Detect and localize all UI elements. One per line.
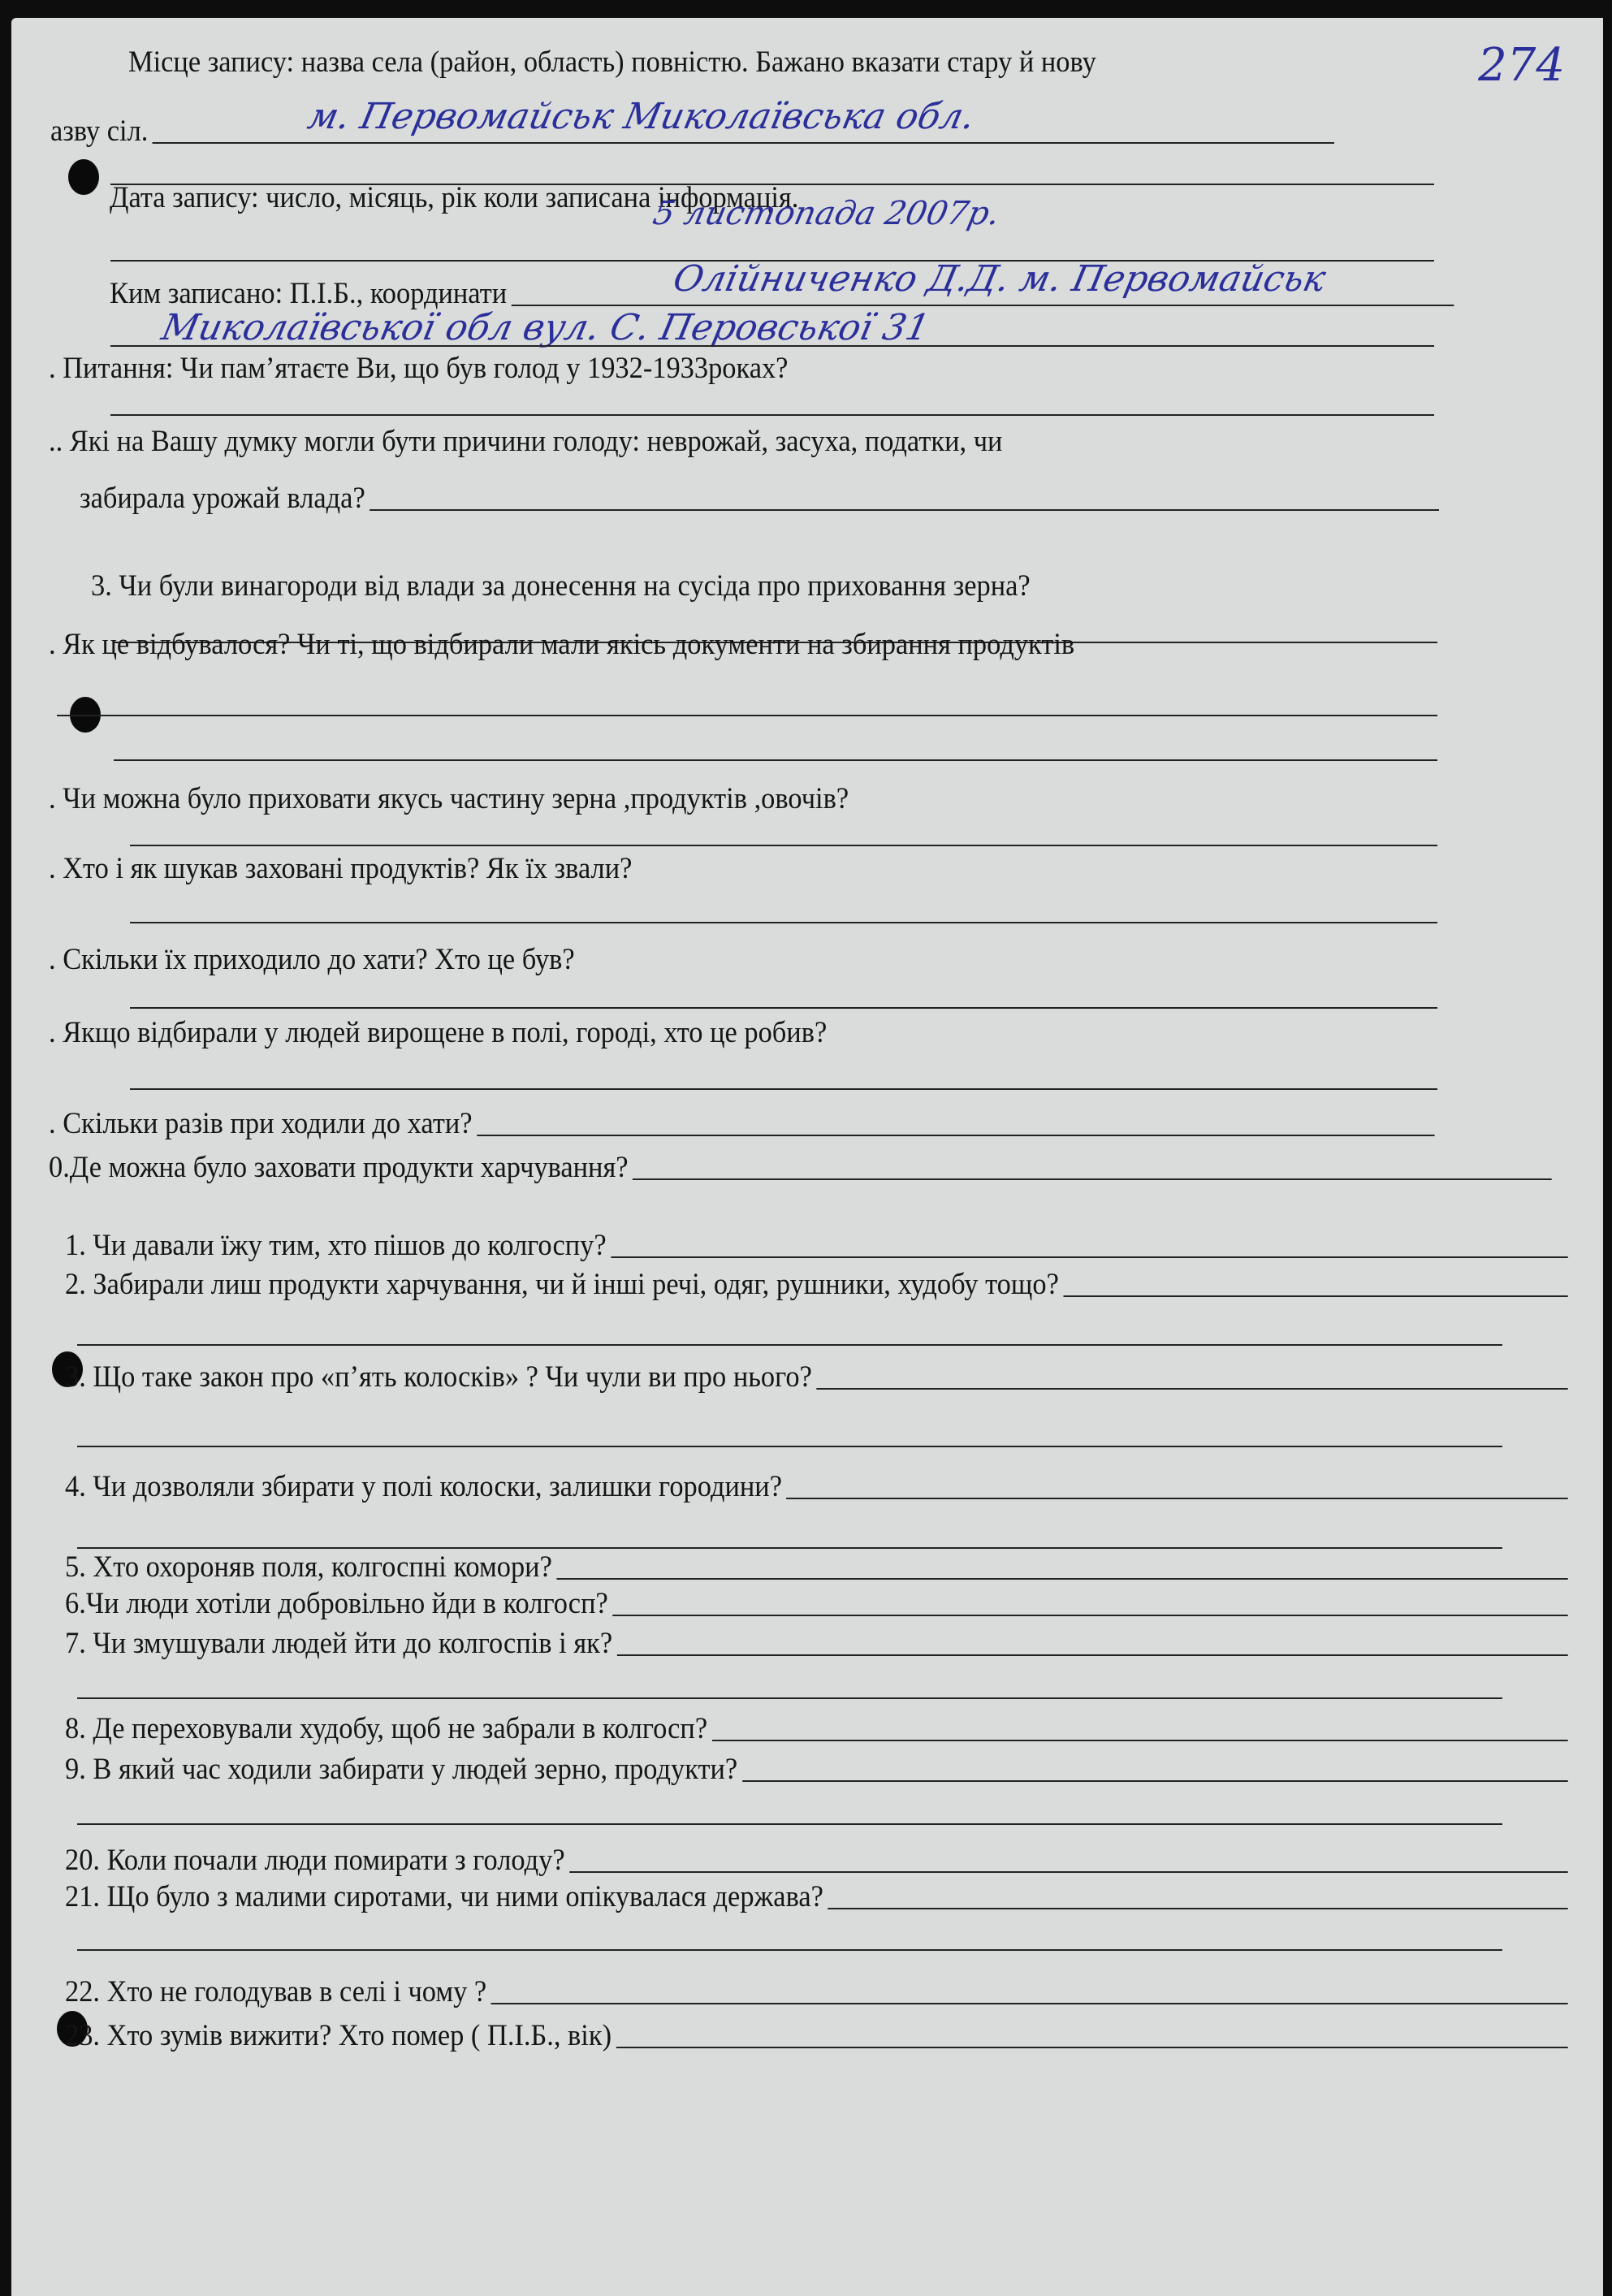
answer-line[interactable] — [114, 759, 1437, 761]
question-23[interactable] — [65, 2018, 1568, 2053]
question-text: . Скільки разів при ходили до хати? — [49, 1107, 473, 1140]
answer-line — [742, 1779, 1568, 1782]
question-6 — [49, 851, 1257, 886]
date-value: 5 листопада 2007р. — [650, 195, 1004, 232]
question-text: . Скільки їх приходило до хати? Хто це був? — [49, 943, 575, 976]
answer-line — [1063, 1294, 1567, 1297]
answer-line[interactable] — [130, 1007, 1437, 1009]
question-text: 20. Коли почали люди помирати з голоду? — [65, 1844, 565, 1877]
question-text: 3. Що таке закон про «п’ять колосків» ? Чи чули ви про нього? — [65, 1360, 812, 1394]
question-11[interactable] — [65, 1228, 1568, 1263]
answer-line[interactable] — [57, 715, 1437, 716]
answer-line[interactable] — [77, 1547, 1502, 1549]
answer-line — [616, 2045, 1568, 2048]
page-number: 274 — [1478, 39, 1565, 92]
question-3 — [91, 569, 1299, 603]
place-label-cont: азву сіл. — [50, 115, 149, 148]
question-7 — [49, 942, 1257, 977]
question-18[interactable] — [65, 1711, 1568, 1746]
question-text: 9. В який час ходили забирати у людей зерно, продукти? — [65, 1753, 738, 1786]
answer-line — [816, 1386, 1567, 1390]
answer-line[interactable] — [77, 1344, 1502, 1346]
question-text: 8. Де переховували худобу, щоб не забрали в колгосп? — [65, 1712, 708, 1745]
answer-line — [556, 1576, 1567, 1580]
question-text: 23. Хто зумів вижити? Хто помер ( П.І.Б., вік) — [65, 2019, 612, 2052]
answer-line — [712, 1738, 1568, 1741]
answer-line[interactable] — [77, 1949, 1502, 1951]
answer-line — [370, 508, 1439, 511]
question-text: 7. Чи змушували людей йти до колгоспів і як? — [65, 1627, 613, 1660]
question-16[interactable] — [65, 1586, 1568, 1621]
question-10[interactable] — [49, 1150, 1552, 1185]
question-text: . Чи можна було приховати якусь частину зерна ,продуктів ,овочів? — [49, 782, 849, 815]
question-text: 3. Чи були винагороди від влади за донесення на сусіда про приховання зерна? — [91, 569, 1031, 603]
answer-line[interactable] — [77, 1823, 1502, 1825]
answer-line — [491, 2001, 1568, 2004]
question-text: 2. Забирали лиш продукти харчування, чи й інші речі, одяг, рушники, худобу тощо? — [65, 1268, 1059, 1301]
question-text: .. Які на Вашу думку могли бути причини голоду: неврожай, засуха, податки, чи — [49, 425, 1003, 458]
answer-line[interactable] — [130, 1088, 1437, 1090]
question-1 — [49, 351, 1106, 386]
answer-line — [633, 1177, 1552, 1180]
question-21[interactable] — [65, 1879, 1568, 1914]
answer-line — [569, 1870, 1568, 1873]
answer-line — [787, 1496, 1568, 1499]
answer-line[interactable] — [77, 1697, 1502, 1699]
question-text: . Хто і як шукав заховані продуктів? Як їх звали? — [49, 852, 633, 885]
place-value: м. Первомайськ Миколаївська обл. — [304, 96, 979, 137]
question-13[interactable] — [65, 1360, 1568, 1394]
question-19[interactable] — [65, 1752, 1568, 1787]
question-text: 21. Що було з малими сиротами, чи ними опікувалася держава? — [65, 1880, 823, 1913]
place-label-text: Місце запису: назва села (район, область) повністю. Бажано вказати стару й нову — [128, 45, 1096, 79]
question-5 — [49, 781, 1257, 816]
question-text: забирала урожай влада? — [80, 482, 365, 515]
question-14[interactable] — [65, 1469, 1568, 1504]
question-text: 22. Хто не голодував в селі і чому ? — [65, 1975, 487, 2008]
date-label-text: Дата запису: число, місяць, рік коли записана інформація. — [110, 181, 799, 214]
recorder-label: Ким записано: П.І.Б., координати — [110, 277, 508, 310]
question-text: . Як це відбувалося? Чи ті, що відбирали мали якісь документи на збирання продуктів — [49, 628, 1075, 661]
recorder-value-1: Олійниченко Д.Д. м. Первомайськ — [669, 258, 1329, 300]
answer-line[interactable] — [130, 922, 1437, 923]
question-22[interactable] — [65, 1974, 1568, 2009]
recorder-value-2: Миколаївської обл вул. С. Перовської 31 — [158, 307, 934, 348]
question-2-cont[interactable] — [80, 481, 1439, 516]
recorder-line — [512, 303, 1454, 306]
punch-hole — [68, 159, 99, 195]
question-text: 5. Хто охороняв поля, колгоспні комори? — [65, 1550, 552, 1584]
question-15[interactable] — [65, 1550, 1568, 1585]
place-line — [153, 141, 1334, 144]
answer-line — [612, 1613, 1567, 1616]
question-text: 4. Чи дозволяли збирати у полі колоски, залишки городини? — [65, 1470, 782, 1503]
question-text: 1. Чи давали їжу тим, хто пішов до колгоспу? — [65, 1229, 607, 1262]
place-label — [128, 45, 1412, 80]
question-text: . Питання: Чи пам’ятаєте Ви, що був голод у 1932-1933роках? — [49, 352, 789, 385]
question-20[interactable] — [65, 1843, 1568, 1878]
answer-line[interactable] — [130, 845, 1437, 846]
question-17[interactable] — [65, 1626, 1568, 1661]
answer-line — [477, 1133, 1434, 1136]
question-text: . Якщо відбирали у людей вирощене в полі, городі, хто це робив? — [49, 1016, 828, 1049]
question-9[interactable] — [49, 1106, 1435, 1141]
question-2 — [49, 424, 1333, 459]
question-text: 6.Чи люди хотіли добровільно йди в колгосп? — [65, 1587, 608, 1620]
question-4 — [49, 627, 1408, 662]
answer-line — [617, 1653, 1568, 1656]
answer-line[interactable] — [110, 414, 1434, 416]
recorder-line-2[interactable] — [110, 345, 1434, 347]
answer-line — [828, 1906, 1567, 1909]
question-text: 0.Де можна було заховати продукти харчування? — [49, 1151, 629, 1184]
question-8 — [49, 1015, 1257, 1050]
answer-line[interactable] — [77, 1446, 1502, 1447]
question-12[interactable] — [65, 1267, 1568, 1302]
answer-line — [611, 1255, 1567, 1258]
